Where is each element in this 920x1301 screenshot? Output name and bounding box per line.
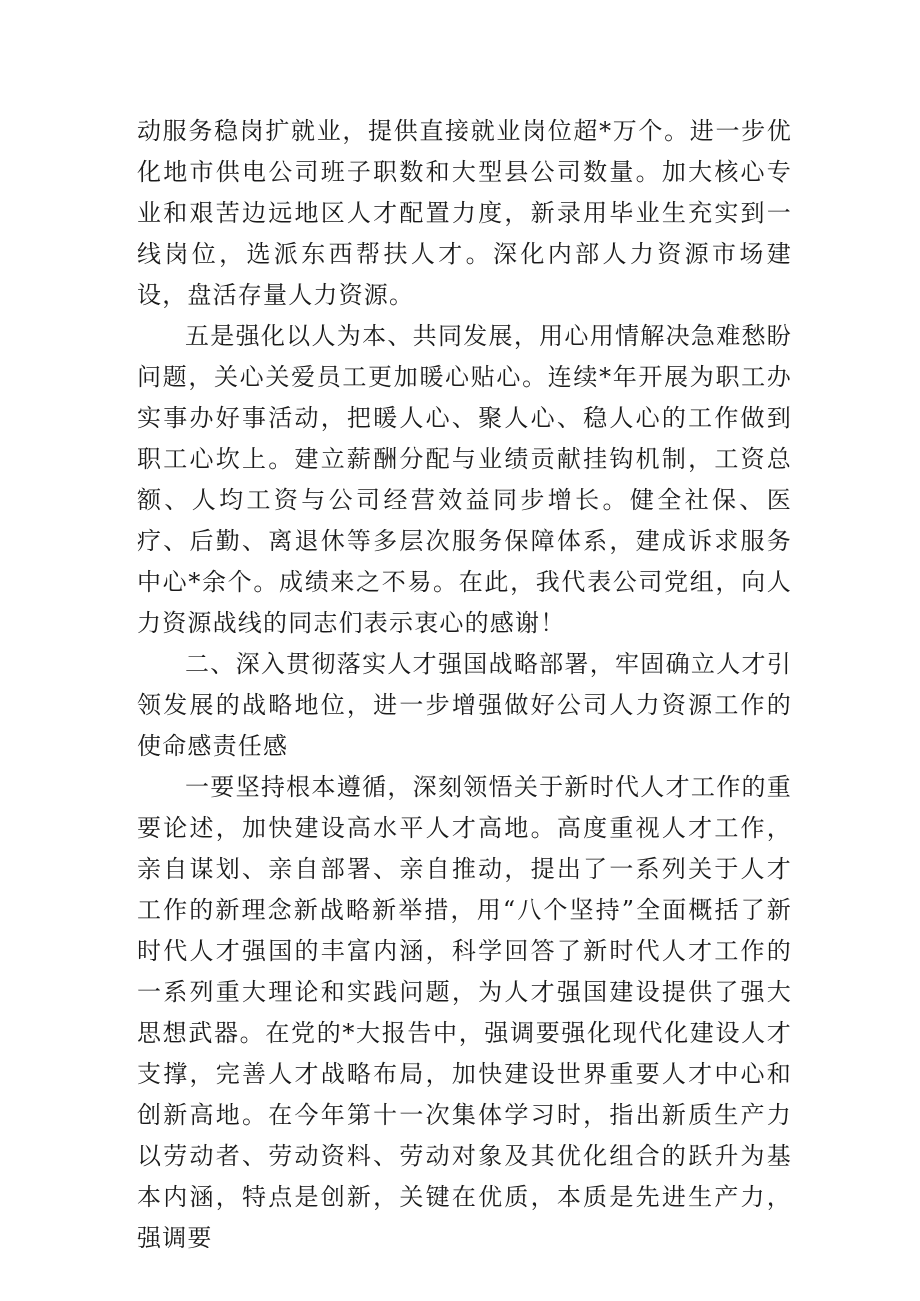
section-heading-two: 二、深入贯彻落实人才强国战略部署，牢固确立人才引领发展的战略地位，进一步增强做好公司人力资源工作的使命感责任感: [137, 650, 792, 760]
paragraph-point-one: 一要坚持根本遵循，深刻领悟关于新时代人才工作的重要论述，加快建设高水平人才高地。高度重视人才工作，亲自谋划、亲自部署、亲自推动，提出了一系列关于人才工作的新理念新战略新举措，用“八个坚持”全面概括了新时代人才强国的丰富内涵，科学回答了新时代人才工作的一系列重大理论和实践问题，为人才强国建设提供了强大思想武器。在党的*大报告中，强调要强化现代化建设人才支撑，完善人才战略布局，加快建设世界重要人才中心和创新高地。在今年第十一次集体学习时，指出新质生产力以劳动者、劳动资料、劳动对象及其优化组合的跃升为基本内涵，特点是创新，关键在优质，本质是先进生产力，强调要: [137, 773, 792, 1252]
document-body: [137, 111, 792, 1259]
paragraph-point-five: 五是强化以人为本、共同发展，用心用情解决急难愁盼问题，关心关爱员工更加暖心贴心。连续*年开展为职工办实事办好事活动，把暖人心、聚人心、稳人心的工作做到职工心坎上。建立薪酬分配与业绩贡献挂钩机制，工资总额、人均工资与公司经营效益同步增长。健全社保、医疗、后勤、离退休等多层次服务保障体系，建成诉求服务中心*余个。成绩来之不易。在此，我代表公司党组，向人力资源战线的同志们表示衷心的感谢！: [137, 322, 792, 637]
paragraph-employment: 动服务稳岗扩就业，提供直接就业岗位超*万个。进一步优化地市供电公司班子职数和大型县公司数量。加大核心专业和艰苦边远地区人才配置力度，新录用毕业生充实到一线岗位，选派东西帮扶人才。深化内部人力资源市场建设，盘活存量人力资源。: [137, 117, 792, 309]
